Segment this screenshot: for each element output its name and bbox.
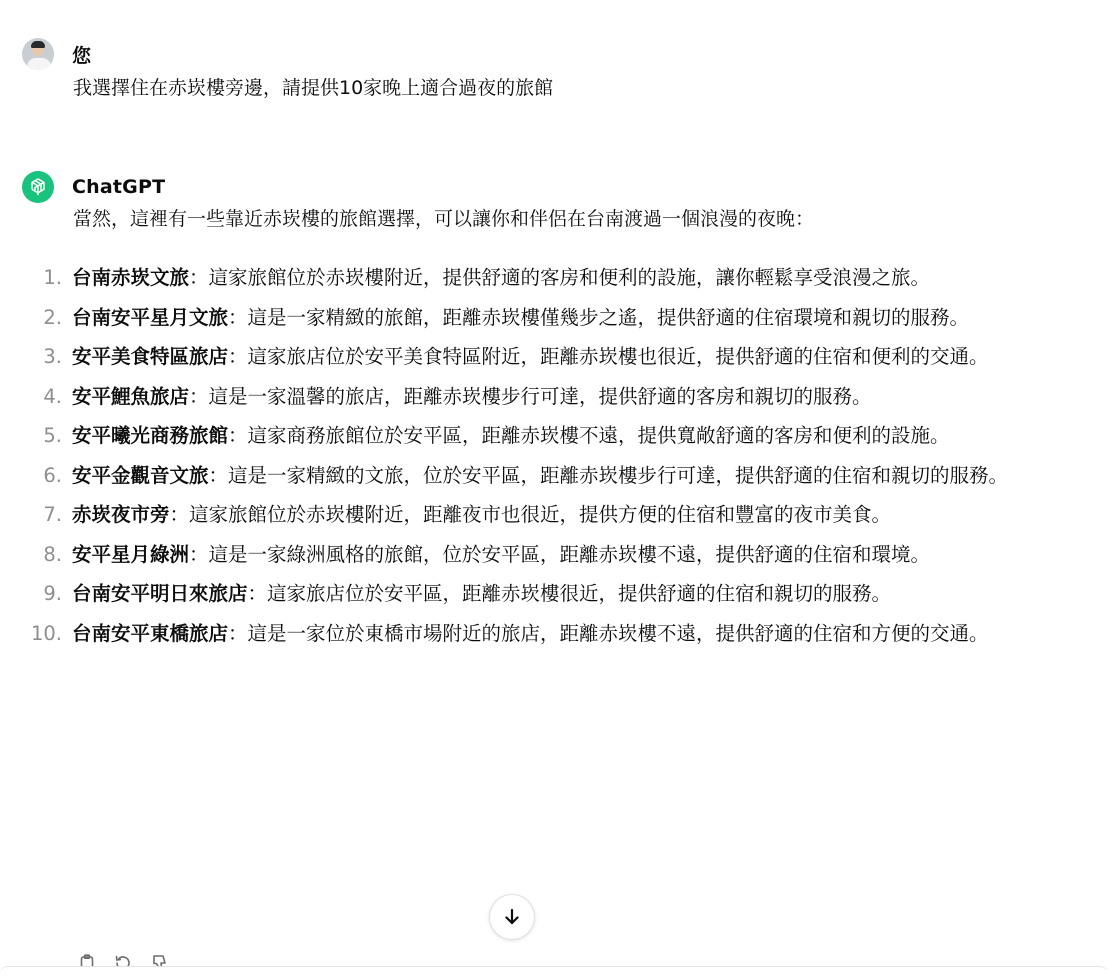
list-item-number: 7. bbox=[43, 503, 62, 526]
openai-logo-icon bbox=[22, 171, 54, 203]
list-item-number: 6. bbox=[43, 463, 62, 487]
hotel-description: ：這家旅店位於安平區，距離赤崁樓很近，提供舒適的住宿和親切的服務。 bbox=[247, 582, 892, 605]
list-item-number: 2. bbox=[43, 305, 62, 329]
hotel-description: ：這家旅店位於安平美食特區附近，距離赤崁樓也很近，提供舒適的住宿和便利的交通。 bbox=[228, 345, 989, 368]
user-message bbox=[22, 37, 1082, 103]
list-item bbox=[22, 377, 1032, 417]
list-item-number: 10. bbox=[30, 621, 62, 645]
hotel-name: 安平曦光商務旅館 bbox=[72, 424, 229, 447]
hotel-description: ：這是一家綠洲風格的旅館，位於安平區，距離赤崁樓不遠，提供舒適的住宿和環境。 bbox=[189, 542, 931, 566]
hotel-name: 台南安平東橋旅店 bbox=[72, 621, 229, 645]
list-item-text bbox=[72, 337, 1032, 377]
user-author-row bbox=[22, 37, 1082, 71]
hotel-name: 赤崁夜市旁 bbox=[72, 503, 170, 526]
list-item bbox=[22, 258, 1032, 298]
list-item bbox=[22, 614, 1032, 654]
hotel-description: ：這家旅館位於赤崁樓附近，提供舒適的客房和便利的設施，讓你輕鬆享受浪漫之旅。 bbox=[189, 266, 931, 289]
hotel-description: ：這是一家精緻的文旅，位於安平區，距離赤崁樓步行可達，提供舒適的住宿和親切的服務。 bbox=[208, 463, 1009, 487]
hotel-name: 安平鯉魚旅店 bbox=[72, 384, 190, 408]
assistant-message bbox=[22, 170, 1082, 653]
list-item-text bbox=[72, 614, 1032, 654]
hotel-name: 安平美食特區旅店 bbox=[72, 345, 229, 368]
list-item-text bbox=[72, 456, 1032, 496]
hotel-description: ：這是一家精緻的旅館，距離赤崁樓僅幾步之遙，提供舒適的住宿環境和親切的服務。 bbox=[228, 305, 970, 329]
list-item bbox=[22, 337, 1032, 377]
assistant-author-name: ChatGPT bbox=[72, 176, 166, 198]
list-item bbox=[22, 495, 1032, 535]
assistant-author-row bbox=[22, 170, 1082, 204]
assistant-message-body bbox=[30, 204, 1082, 653]
list-item bbox=[22, 456, 1032, 496]
list-item-number: 3. bbox=[43, 345, 62, 368]
hotel-name: 台南安平明日來旅店 bbox=[72, 582, 248, 605]
hotel-description: ：這家旅館位於赤崁樓附近，距離夜市也很近，提供方便的住宿和豐富的夜市美食。 bbox=[169, 503, 892, 526]
list-item bbox=[22, 535, 1032, 575]
list-item-text bbox=[72, 298, 1032, 338]
list-item bbox=[22, 416, 1032, 456]
list-item-number: 1. bbox=[43, 266, 62, 289]
hotel-description: ：這是一家位於東橋市場附近的旅店，距離赤崁樓不遠，提供舒適的住宿和方便的交通。 bbox=[228, 621, 989, 645]
hotel-name: 安平星月綠洲 bbox=[72, 542, 190, 566]
user-author-name: 您 bbox=[72, 44, 92, 67]
assistant-intro-text: 當然，這裡有一些靠近赤崁樓的旅館選擇，可以讓你和伴侶在台南渡過一個浪漫的夜晚： bbox=[73, 208, 815, 230]
list-item-number: 9. bbox=[43, 582, 62, 605]
arrow-down-icon bbox=[502, 907, 522, 927]
hotel-name: 台南安平星月文旅 bbox=[72, 305, 229, 329]
list-item-text bbox=[72, 416, 1032, 456]
hotel-list bbox=[22, 258, 1032, 653]
hotel-name: 台南赤崁文旅 bbox=[72, 266, 190, 289]
list-item-text bbox=[72, 495, 1032, 535]
hotel-name: 安平金觀音文旅 bbox=[72, 463, 209, 487]
list-item-number: 5. bbox=[43, 424, 62, 447]
user-message-text: 我選擇住在赤崁樓旁邊，請提供10家晚上適合過夜的旅館 bbox=[73, 77, 554, 99]
list-item bbox=[22, 298, 1032, 338]
scroll-down-button[interactable] bbox=[489, 894, 535, 940]
list-item-text bbox=[72, 258, 1032, 298]
list-item-text bbox=[72, 574, 1032, 614]
user-avatar bbox=[22, 38, 54, 70]
list-item-number: 4. bbox=[43, 384, 62, 408]
list-item-text bbox=[72, 535, 1032, 575]
hotel-description: ：這是一家溫馨的旅店，距離赤崁樓步行可達，提供舒適的客房和親切的服務。 bbox=[189, 384, 872, 408]
list-item-text bbox=[72, 377, 1032, 417]
list-item-number: 8. bbox=[43, 542, 62, 566]
list-item bbox=[22, 574, 1032, 614]
hotel-description: ：這家商務旅館位於安平區，距離赤崁樓不遠，提供寬敞舒適的客房和便利的設施。 bbox=[228, 424, 950, 447]
